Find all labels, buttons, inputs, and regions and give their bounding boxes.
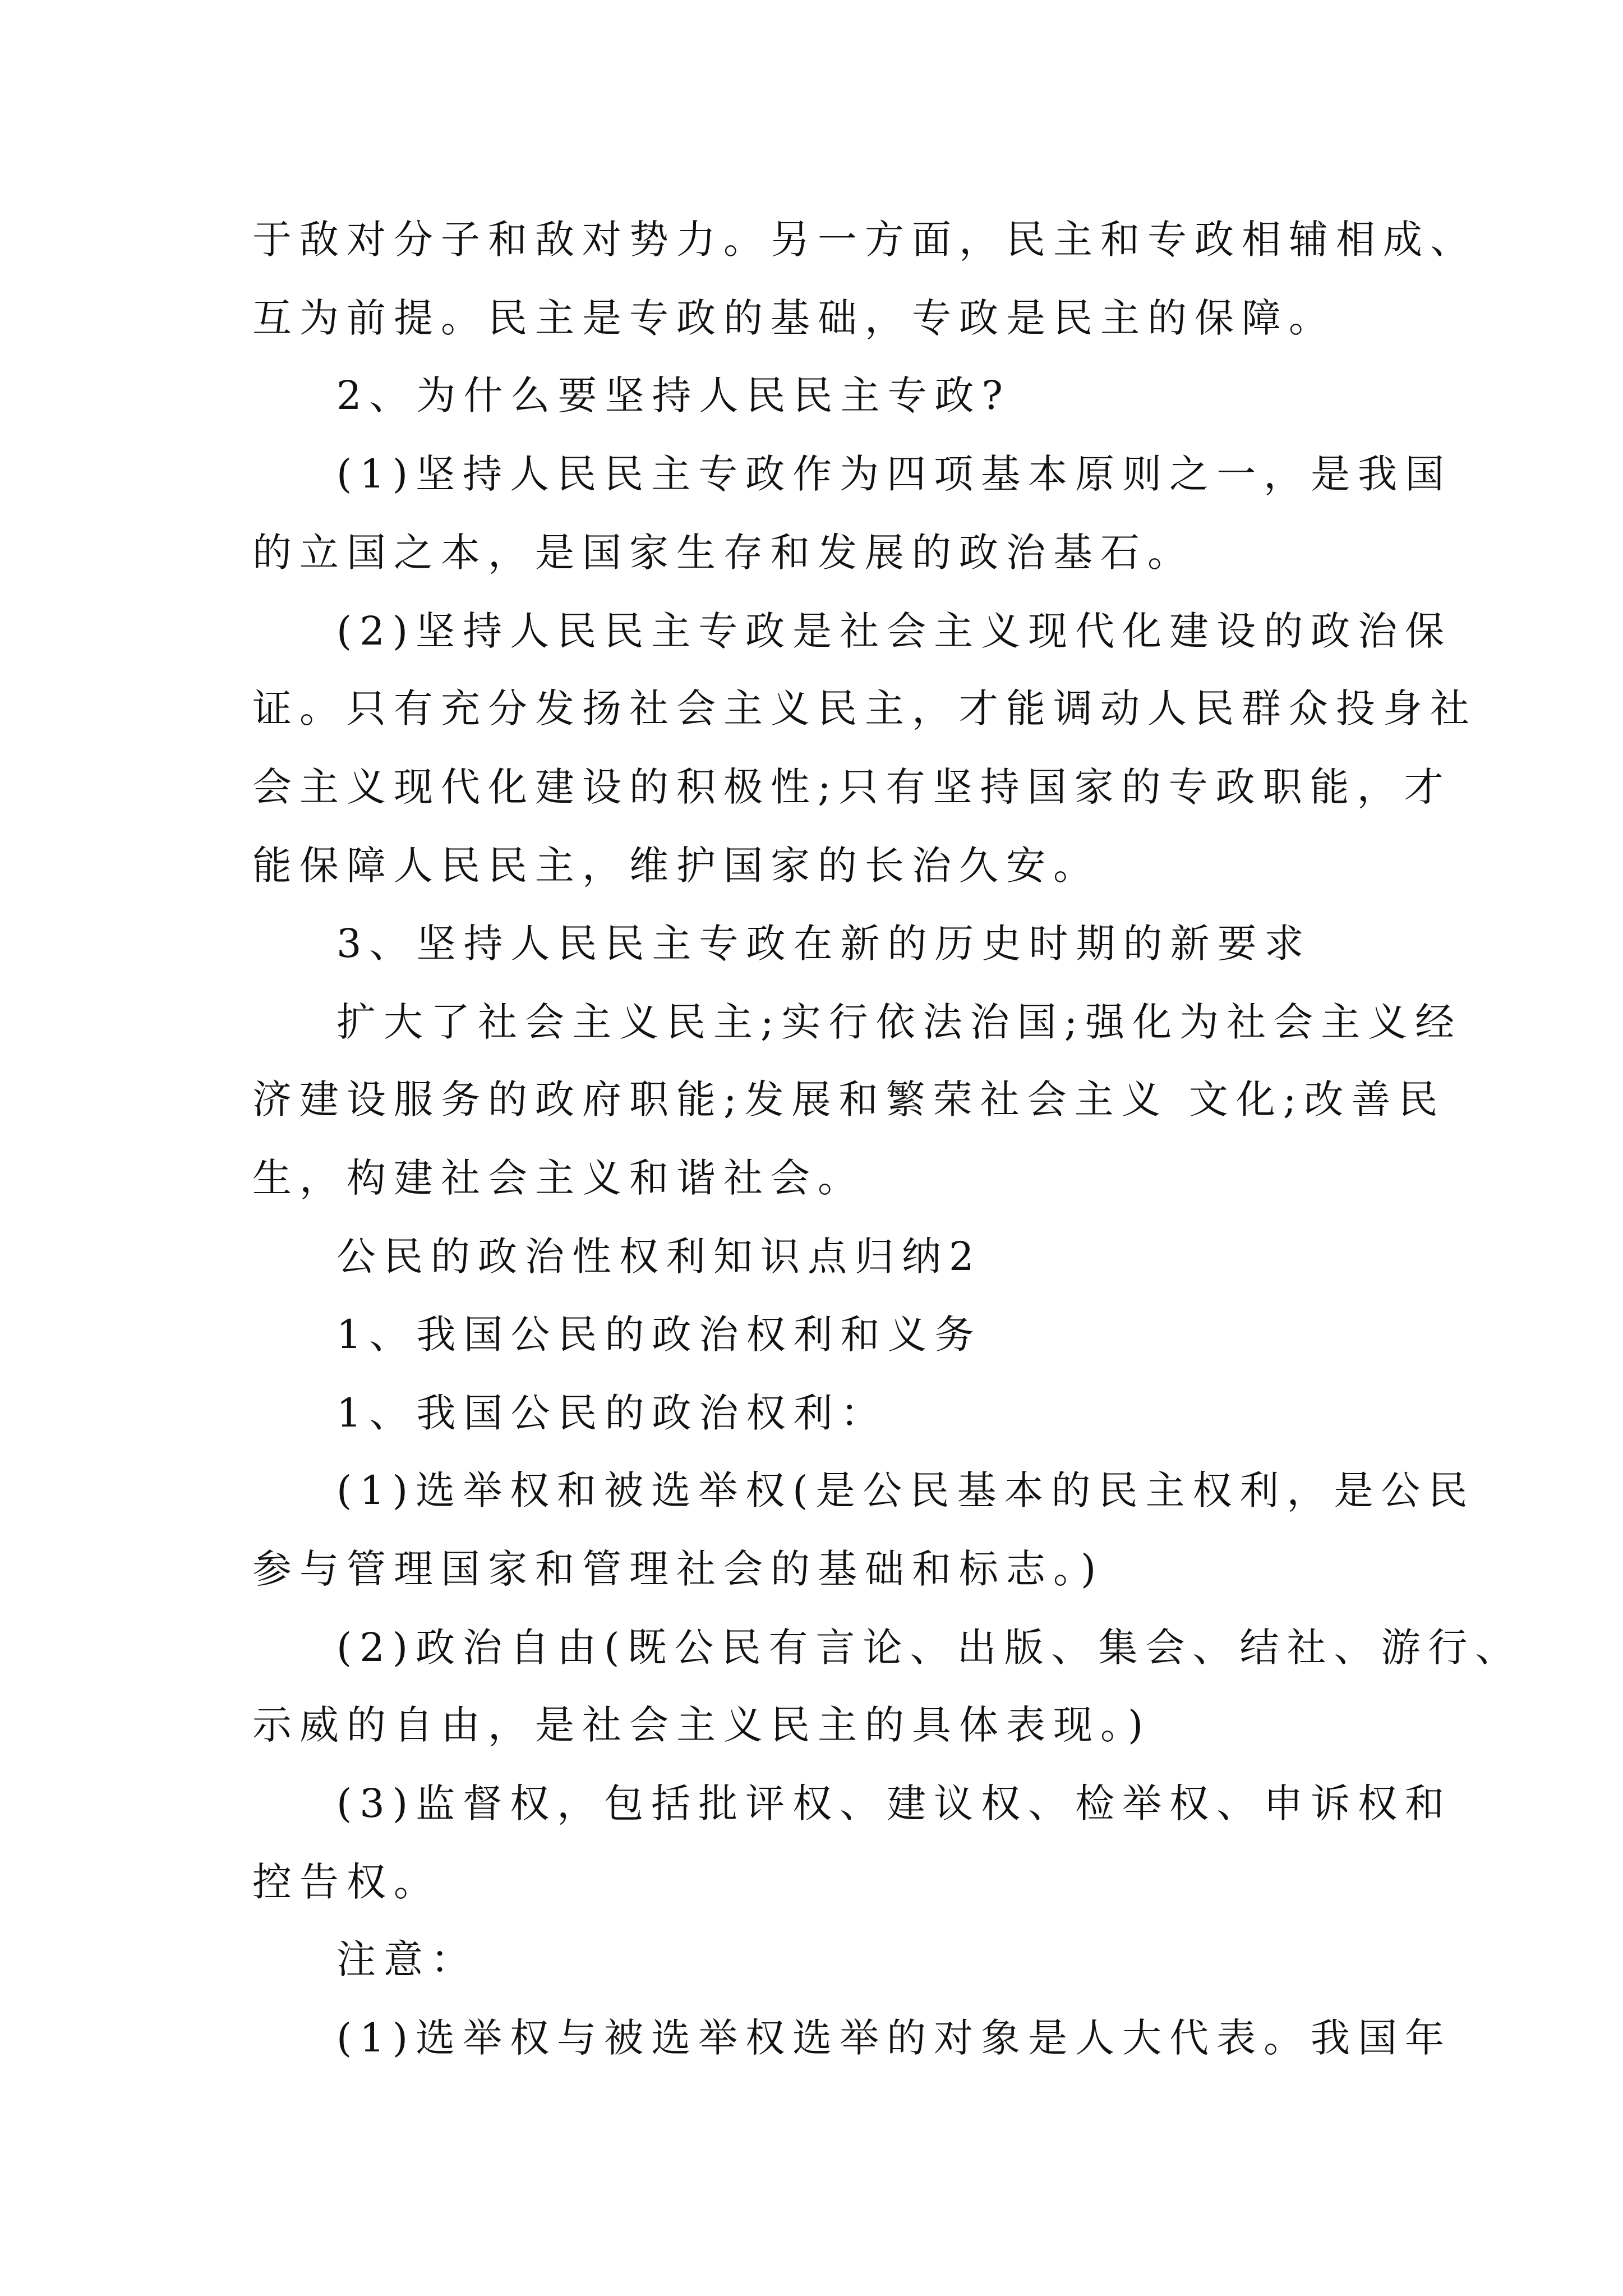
text-line: 示威的自由，是社会主义民主的具体表现。) — [252, 1702, 1151, 1748]
section-heading: 1、我国公民的政治权利： — [336, 1390, 888, 1436]
text-line: 生，构建社会主义和谐社会。 — [252, 1155, 865, 1201]
text-line: (1)选举权和被选举权(是公民基本的民主权利，是公民 — [336, 1467, 1476, 1513]
text-line: (3)监督权，包括批评权、建议权、检举权、申诉权和 — [336, 1780, 1453, 1826]
text-line: 扩大了社会主义民主;实行依法治国;强化为社会主义经 — [336, 999, 1463, 1045]
section-heading: 3、坚持人民民主专政在新的历史时期的新要求 — [336, 921, 1312, 967]
section-title: 公民的政治性权利知识点归纳2 — [336, 1234, 982, 1280]
text-line: (2)政治自由(既公民有言论、出版、集会、结社、游行、 — [336, 1625, 1523, 1671]
text-line: 的立国之本，是国家生存和发展的政治基石。 — [252, 530, 1195, 576]
section-heading: 1、我国公民的政治权利和义务 — [336, 1312, 982, 1358]
text-line: 互为前提。民主是专政的基础，专政是民主的保障。 — [252, 295, 1336, 341]
text-line: 会主义现代化建设的积极性;只有坚持国家的专政职能，才 — [252, 764, 1451, 810]
text-line: 控告权。 — [252, 1859, 441, 1905]
text-line: 证。只有充分发扬社会主义民主，才能调动人民群众投身社 — [252, 685, 1477, 731]
text-line: 能保障人民民主，维护国家的长治久安。 — [252, 843, 1100, 889]
text-line: (1)坚持人民民主专政作为四项基本原则之一，是我国 — [336, 451, 1453, 497]
text-line: 参与管理国家和管理社会的基础和标志。) — [252, 1546, 1104, 1592]
note-label: 注意： — [336, 1936, 478, 1982]
text-line: (1)选举权与被选举权选举的对象是人大代表。我国年 — [336, 2015, 1453, 2061]
section-heading: 2、为什么要坚持人民民主专政? — [336, 372, 1011, 418]
text-line: (2)坚持人民民主专政是社会主义现代化建设的政治保 — [336, 608, 1453, 654]
text-line: 济建设服务的政府职能;发展和繁荣社会主义 文化;改善民 — [252, 1076, 1446, 1122]
text-line: 于敌对分子和敌对势力。另一方面，民主和专政相辅相成、 — [252, 217, 1477, 263]
